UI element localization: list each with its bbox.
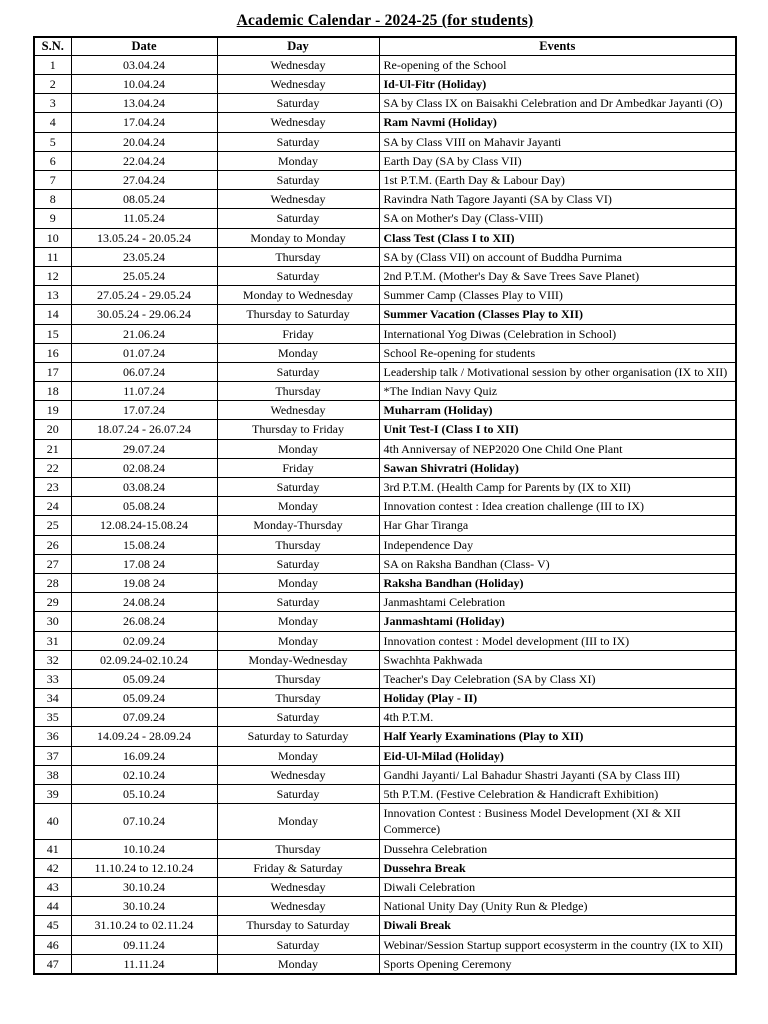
date-cell: 24.08.24 (71, 593, 217, 612)
event-cell: SA on Raksha Bandhan (Class- V) (379, 554, 736, 573)
serial-cell: 42 (34, 858, 71, 877)
serial-cell: 3 (34, 94, 71, 113)
table-row (34, 877, 736, 896)
date-cell: 26.08.24 (71, 612, 217, 631)
day-cell: Thursday to Saturday (217, 916, 379, 935)
column-header-date: Date (71, 37, 217, 55)
day-cell: Saturday to Saturday (217, 727, 379, 746)
date-cell: 15.08.24 (71, 535, 217, 554)
table-row (34, 286, 736, 305)
table-row (34, 401, 736, 420)
day-cell: Monday (217, 746, 379, 765)
serial-cell: 39 (34, 785, 71, 804)
day-cell: Thursday (217, 247, 379, 266)
table-row (34, 75, 736, 94)
date-cell: 23.05.24 (71, 247, 217, 266)
event-cell: Sports Opening Ceremony (379, 954, 736, 974)
day-cell: Monday (217, 804, 379, 839)
serial-cell: 46 (34, 935, 71, 954)
table-row (34, 458, 736, 477)
event-cell: International Yog Diwas (Celebration in School) (379, 324, 736, 343)
date-cell: 21.06.24 (71, 324, 217, 343)
day-cell: Saturday (217, 266, 379, 285)
serial-cell: 9 (34, 209, 71, 228)
day-cell: Saturday (217, 171, 379, 190)
serial-cell: 40 (34, 804, 71, 839)
date-cell: 14.09.24 - 28.09.24 (71, 727, 217, 746)
event-cell: Teacher's Day Celebration (SA by Class XI) (379, 669, 736, 688)
table-row (34, 94, 736, 113)
date-cell: 31.10.24 to 02.11.24 (71, 916, 217, 935)
date-cell: 07.10.24 (71, 804, 217, 839)
serial-cell: 23 (34, 478, 71, 497)
date-cell: 02.09.24 (71, 631, 217, 650)
day-cell: Saturday (217, 935, 379, 954)
table-row (34, 228, 736, 247)
serial-cell: 47 (34, 954, 71, 974)
table-row (34, 631, 736, 650)
table-row (34, 727, 736, 746)
event-cell: Eid-Ul-Milad (Holiday) (379, 746, 736, 765)
page-title: Academic Calendar - 2024-25 (for students) (236, 12, 534, 29)
day-cell: Wednesday (217, 75, 379, 94)
serial-cell: 25 (34, 516, 71, 535)
event-cell: Janmashtami (Holiday) (379, 612, 736, 631)
date-cell: 05.10.24 (71, 785, 217, 804)
event-cell: SA on Mother's Day (Class-VIII) (379, 209, 736, 228)
table-row (34, 804, 736, 839)
day-cell: Thursday (217, 382, 379, 401)
event-cell: Janmashtami Celebration (379, 593, 736, 612)
day-cell: Monday to Monday (217, 228, 379, 247)
serial-cell: 15 (34, 324, 71, 343)
table-row (34, 897, 736, 916)
event-cell: Independence Day (379, 535, 736, 554)
table-row (34, 535, 736, 554)
day-cell: Friday (217, 324, 379, 343)
date-cell: 06.07.24 (71, 362, 217, 381)
serial-cell: 28 (34, 573, 71, 592)
table-row (34, 516, 736, 535)
serial-cell: 35 (34, 708, 71, 727)
date-cell: 22.04.24 (71, 151, 217, 170)
table-row (34, 190, 736, 209)
date-cell: 09.11.24 (71, 935, 217, 954)
date-cell: 05.09.24 (71, 689, 217, 708)
table-row (34, 689, 736, 708)
event-cell: Dussehra Celebration (379, 839, 736, 858)
serial-cell: 32 (34, 650, 71, 669)
event-cell: 5th P.T.M. (Festive Celebration & Handicraft Exhibition) (379, 785, 736, 804)
day-cell: Saturday (217, 708, 379, 727)
column-header-events: Events (379, 37, 736, 55)
date-cell: 08.05.24 (71, 190, 217, 209)
serial-cell: 22 (34, 458, 71, 477)
table-row (34, 497, 736, 516)
event-cell: Earth Day (SA by Class VII) (379, 151, 736, 170)
table-row (34, 305, 736, 324)
date-cell: 12.08.24-15.08.24 (71, 516, 217, 535)
table-row (34, 708, 736, 727)
table-row (34, 612, 736, 631)
date-cell: 29.07.24 (71, 439, 217, 458)
table-row (34, 785, 736, 804)
table-row (34, 916, 736, 935)
event-cell: *The Indian Navy Quiz (379, 382, 736, 401)
serial-cell: 1 (34, 55, 71, 74)
day-cell: Monday (217, 151, 379, 170)
day-cell: Wednesday (217, 401, 379, 420)
event-cell: Ravindra Nath Tagore Jayanti (SA by Class VI) (379, 190, 736, 209)
table-row (34, 650, 736, 669)
day-cell: Wednesday (217, 765, 379, 784)
table-header-row (34, 37, 736, 55)
day-cell: Wednesday (217, 897, 379, 916)
table-row (34, 478, 736, 497)
day-cell: Thursday (217, 669, 379, 688)
serial-cell: 13 (34, 286, 71, 305)
day-cell: Saturday (217, 132, 379, 151)
date-cell: 03.08.24 (71, 478, 217, 497)
event-cell: Class Test (Class I to XII) (379, 228, 736, 247)
event-cell: Unit Test-I (Class I to XII) (379, 420, 736, 439)
day-cell: Monday (217, 612, 379, 631)
date-cell: 16.09.24 (71, 746, 217, 765)
table-row (34, 209, 736, 228)
date-cell: 05.09.24 (71, 669, 217, 688)
event-cell: SA by Class VIII on Mahavir Jayanti (379, 132, 736, 151)
table-row (34, 55, 736, 74)
table-row (34, 593, 736, 612)
date-cell: 05.08.24 (71, 497, 217, 516)
day-cell: Saturday (217, 785, 379, 804)
table-row (34, 324, 736, 343)
day-cell: Monday (217, 439, 379, 458)
event-cell: Half Yearly Examinations (Play to XII) (379, 727, 736, 746)
date-cell: 30.10.24 (71, 877, 217, 896)
serial-cell: 43 (34, 877, 71, 896)
date-cell: 02.10.24 (71, 765, 217, 784)
day-cell: Thursday (217, 535, 379, 554)
day-cell: Monday to Wednesday (217, 286, 379, 305)
serial-cell: 30 (34, 612, 71, 631)
event-cell: 2nd P.T.M. (Mother's Day & Save Trees Save Planet) (379, 266, 736, 285)
date-cell: 30.10.24 (71, 897, 217, 916)
event-cell: Webinar/Session Startup support ecosysterm in the country (IX to XII) (379, 935, 736, 954)
event-cell: Holiday (Play - II) (379, 689, 736, 708)
event-cell: Innovation contest : Idea creation challenge (III to IX) (379, 497, 736, 516)
event-cell: Id-Ul-Fitr (Holiday) (379, 75, 736, 94)
date-cell: 13.04.24 (71, 94, 217, 113)
date-cell: 25.05.24 (71, 266, 217, 285)
table-row (34, 151, 736, 170)
event-cell: Muharram (Holiday) (379, 401, 736, 420)
table-row (34, 954, 736, 974)
date-cell: 03.04.24 (71, 55, 217, 74)
serial-cell: 41 (34, 839, 71, 858)
table-row (34, 420, 736, 439)
table-row (34, 382, 736, 401)
serial-cell: 44 (34, 897, 71, 916)
serial-cell: 33 (34, 669, 71, 688)
serial-cell: 2 (34, 75, 71, 94)
date-cell: 19.08 24 (71, 573, 217, 592)
day-cell: Saturday (217, 362, 379, 381)
day-cell: Wednesday (217, 55, 379, 74)
event-cell: 1st P.T.M. (Earth Day & Labour Day) (379, 171, 736, 190)
date-cell: 02.09.24-02.10.24 (71, 650, 217, 669)
event-cell: Har Ghar Tiranga (379, 516, 736, 535)
serial-cell: 38 (34, 765, 71, 784)
serial-cell: 7 (34, 171, 71, 190)
table-row (34, 839, 736, 858)
table-row (34, 113, 736, 132)
serial-cell: 27 (34, 554, 71, 573)
table-row (34, 343, 736, 362)
day-cell: Monday (217, 497, 379, 516)
serial-cell: 8 (34, 190, 71, 209)
event-cell: Summer Camp (Classes Play to VIII) (379, 286, 736, 305)
event-cell: Re-opening of the School (379, 55, 736, 74)
serial-cell: 26 (34, 535, 71, 554)
date-cell: 11.10.24 to 12.10.24 (71, 858, 217, 877)
day-cell: Thursday (217, 689, 379, 708)
table-row (34, 554, 736, 573)
table-row (34, 858, 736, 877)
serial-cell: 19 (34, 401, 71, 420)
serial-cell: 24 (34, 497, 71, 516)
date-cell: 10.04.24 (71, 75, 217, 94)
day-cell: Friday & Saturday (217, 858, 379, 877)
serial-cell: 4 (34, 113, 71, 132)
serial-cell: 36 (34, 727, 71, 746)
day-cell: Saturday (217, 94, 379, 113)
serial-cell: 5 (34, 132, 71, 151)
day-cell: Wednesday (217, 877, 379, 896)
date-cell: 30.05.24 - 29.06.24 (71, 305, 217, 324)
day-cell: Monday-Thursday (217, 516, 379, 535)
event-cell: 3rd P.T.M. (Health Camp for Parents by (IX to XII) (379, 478, 736, 497)
date-cell: 10.10.24 (71, 839, 217, 858)
calendar-table (33, 36, 737, 975)
table-row (34, 247, 736, 266)
serial-cell: 29 (34, 593, 71, 612)
serial-cell: 18 (34, 382, 71, 401)
date-cell: 18.07.24 - 26.07.24 (71, 420, 217, 439)
event-cell: Sawan Shivratri (Holiday) (379, 458, 736, 477)
date-cell: 01.07.24 (71, 343, 217, 362)
day-cell: Wednesday (217, 190, 379, 209)
date-cell: 27.04.24 (71, 171, 217, 190)
serial-cell: 12 (34, 266, 71, 285)
serial-cell: 21 (34, 439, 71, 458)
event-cell: 4th P.T.M. (379, 708, 736, 727)
column-header-sn: S.N. (34, 37, 71, 55)
serial-cell: 17 (34, 362, 71, 381)
table-row (34, 573, 736, 592)
date-cell: 11.05.24 (71, 209, 217, 228)
serial-cell: 16 (34, 343, 71, 362)
serial-cell: 14 (34, 305, 71, 324)
event-cell: Summer Vacation (Classes Play to XII) (379, 305, 736, 324)
event-cell: Gandhi Jayanti/ Lal Bahadur Shastri Jayanti (SA by Class III) (379, 765, 736, 784)
event-cell: SA by (Class VII) on account of Buddha Purnima (379, 247, 736, 266)
event-cell: 4th Anniversay of NEP2020 One Child One Plant (379, 439, 736, 458)
column-header-day: Day (217, 37, 379, 55)
day-cell: Monday (217, 573, 379, 592)
serial-cell: 34 (34, 689, 71, 708)
day-cell: Thursday to Saturday (217, 305, 379, 324)
date-cell: 27.05.24 - 29.05.24 (71, 286, 217, 305)
event-cell: Innovation contest : Model development (III to IX) (379, 631, 736, 650)
date-cell: 17.08 24 (71, 554, 217, 573)
event-cell: Ram Navmi (Holiday) (379, 113, 736, 132)
table-row (34, 171, 736, 190)
date-cell: 20.04.24 (71, 132, 217, 151)
serial-cell: 20 (34, 420, 71, 439)
day-cell: Wednesday (217, 113, 379, 132)
day-cell: Monday (217, 343, 379, 362)
table-row (34, 132, 736, 151)
event-cell: SA by Class IX on Baisakhi Celebration and Dr Ambedkar Jayanti (O) (379, 94, 736, 113)
event-cell: Diwali Break (379, 916, 736, 935)
event-cell: Swachhta Pakhwada (379, 650, 736, 669)
day-cell: Thursday to Friday (217, 420, 379, 439)
table-row (34, 765, 736, 784)
serial-cell: 31 (34, 631, 71, 650)
day-cell: Saturday (217, 554, 379, 573)
event-cell: Dussehra Break (379, 858, 736, 877)
event-cell: Raksha Bandhan (Holiday) (379, 573, 736, 592)
day-cell: Saturday (217, 209, 379, 228)
event-cell: School Re-opening for students (379, 343, 736, 362)
table-row (34, 362, 736, 381)
date-cell: 13.05.24 - 20.05.24 (71, 228, 217, 247)
day-cell: Monday (217, 631, 379, 650)
date-cell: 17.04.24 (71, 113, 217, 132)
serial-cell: 10 (34, 228, 71, 247)
event-cell: Innovation Contest : Business Model Development (XI & XII Commerce) (379, 804, 736, 839)
day-cell: Saturday (217, 593, 379, 612)
date-cell: 02.08.24 (71, 458, 217, 477)
table-row (34, 439, 736, 458)
date-cell: 11.11.24 (71, 954, 217, 974)
table-row (34, 669, 736, 688)
table-row (34, 266, 736, 285)
day-cell: Thursday (217, 839, 379, 858)
day-cell: Monday (217, 954, 379, 974)
date-cell: 11.07.24 (71, 382, 217, 401)
event-cell: Diwali Celebration (379, 877, 736, 896)
serial-cell: 6 (34, 151, 71, 170)
date-cell: 17.07.24 (71, 401, 217, 420)
serial-cell: 37 (34, 746, 71, 765)
table-row (34, 935, 736, 954)
serial-cell: 11 (34, 247, 71, 266)
event-cell: National Unity Day (Unity Run & Pledge) (379, 897, 736, 916)
table-body (34, 55, 736, 974)
serial-cell: 45 (34, 916, 71, 935)
day-cell: Friday (217, 458, 379, 477)
day-cell: Monday-Wednesday (217, 650, 379, 669)
event-cell: Leadership talk / Motivational session by other organisation (IX to XII) (379, 362, 736, 381)
table-row (34, 746, 736, 765)
day-cell: Saturday (217, 478, 379, 497)
date-cell: 07.09.24 (71, 708, 217, 727)
